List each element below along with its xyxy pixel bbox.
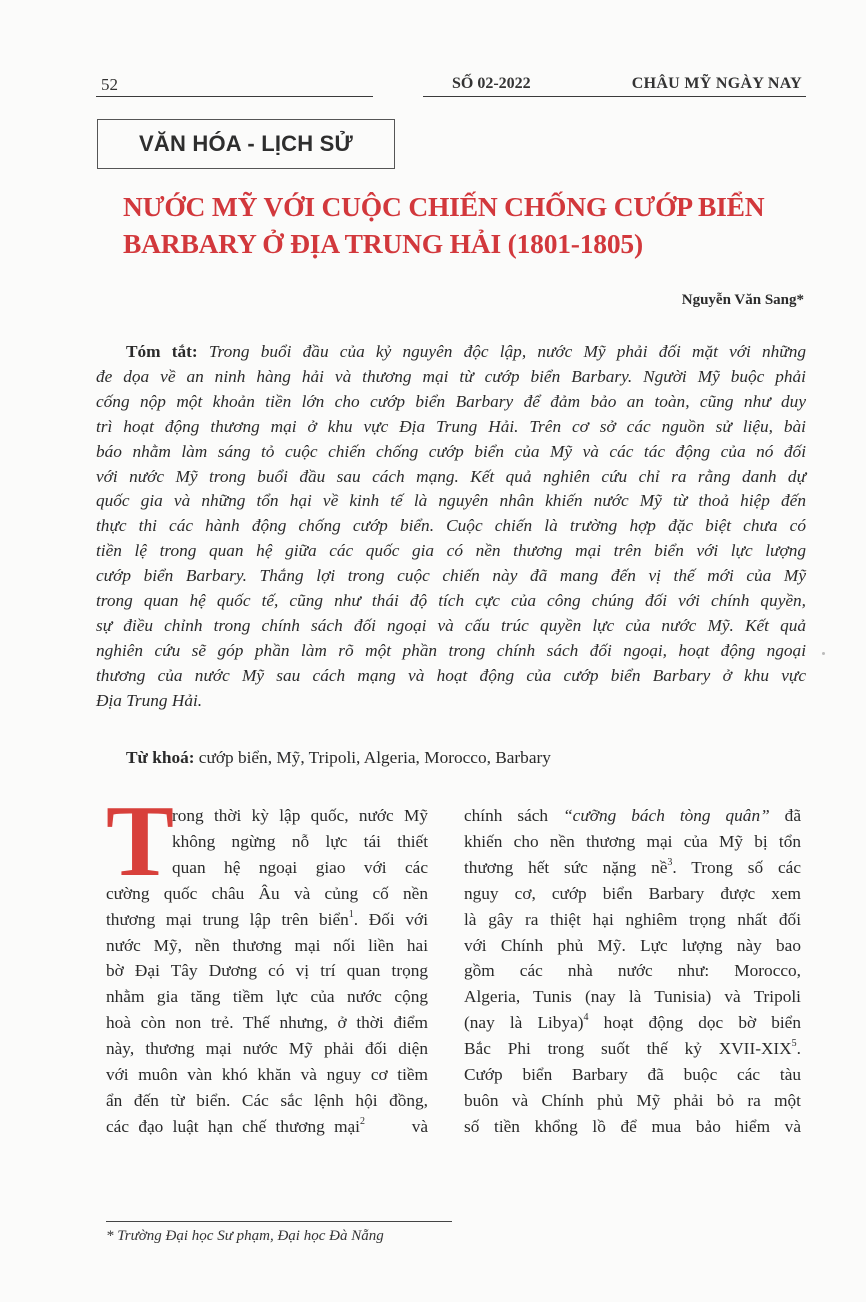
abstract-line: trong quan hệ quốc tế, cũng như thái độ tích cực của công chúng đối với chính quyền, [96, 591, 806, 611]
issue-number: SỐ 02-2022 [452, 75, 531, 92]
body-line: nguy cơ, cướp biển Barbary được xem [464, 883, 801, 903]
body-line: nhằm gia tăng tiềm lực của nước cộng [106, 987, 428, 1007]
footnote-ref-2[interactable]: 2 [359, 1115, 365, 1127]
abstract-line: đe dọa về an ninh hàng hải và thương mại từ cướp biển Barbary. Người Mỹ buộc phải [96, 366, 806, 386]
body-line: chính sách “cưỡng bách tòng quân” đã [464, 806, 801, 825]
body-line: thương mại trung lập trên biển$^1$. Đối với [106, 908, 428, 929]
body-line: Algeria, Tunis (nay là Tunisia) và Tripoli [464, 987, 801, 1007]
abstract-label: Tóm tắt: [126, 342, 198, 361]
body-line: gồm các nhà nước như: Morocco, [464, 961, 801, 981]
body-line: với Chính phủ Mỹ. Lực lượng này bao [464, 935, 801, 955]
abstract-line: Địa Trung Hải. [96, 690, 203, 710]
scan-speck [822, 652, 825, 655]
body-line: (nay là Libya)$^4$ hoạt động dọc bờ biển [464, 1012, 801, 1033]
title-line-1: NƯỚC MỸ VỚI CUỘC CHIẾN CHỐNG CƯỚP BIỂN [123, 191, 765, 222]
body-line: là gây ra thiệt hại nghiêm trọng nhất đối [464, 909, 801, 929]
journal-name: CHÂU MỸ NGÀY NAY [631, 75, 802, 92]
abstract-line: quốc gia và những tổn hại về kinh tế là nguyên nhân khiến nước Mỹ từ thoả hiệp đến [96, 491, 806, 511]
title-line-2: BARBARY Ở ĐỊA TRUNG HẢI (1801-1805) [123, 228, 643, 259]
footnote-ref-1[interactable]: 1 [348, 908, 354, 920]
body-line: cường quốc châu Âu và củng cố nền [106, 883, 428, 903]
body-line: buôn và Chính phủ Mỹ phải bỏ ra một [464, 1090, 801, 1110]
rule-gap [373, 94, 423, 98]
author: Nguyễn Văn Sang* [681, 292, 804, 308]
body-line: nước Mỹ, nền thương mại nối liền hai [106, 935, 428, 955]
body-column-left [106, 785, 428, 1140]
body-line: các đạo luật hạn chế thương mại$^2$ và [106, 1115, 428, 1136]
body-line: thương hết sức nặng nề$^3$. Trong số các [464, 856, 801, 877]
footnote-ref-3[interactable]: 3 [667, 856, 673, 868]
body-line: ẩn đến từ biển. Các sắc lệnh hội đồng, [106, 1090, 428, 1110]
keywords [126, 748, 551, 768]
page-number: 52 [101, 75, 118, 94]
body-line: quan hệ ngoại giao với các [172, 857, 428, 877]
abstract [96, 340, 806, 714]
body-line: khiến cho nền thương mại của Mỹ bị tổn [464, 831, 801, 851]
body-line: Bắc Phi trong suốt thế kỷ XVII-XIX$^5$. [464, 1038, 801, 1059]
abstract-line: cống nộp một khoản tiền lớn cho cướp biển Barbary để đảm bảo an toàn, cũng như duy [96, 391, 806, 411]
section-label: VĂN HÓA - LỊCH SỬ [97, 119, 395, 169]
abstract-line: với nước Mỹ trong buổi đầu sau cách mạng. Kết quả nghiên cứu chỉ ra rằng danh dự [96, 466, 806, 486]
keywords-label: Từ khoá: [126, 748, 195, 767]
body-line: hoà còn non trẻ. Thế nhưng, ở thời điểm [106, 1013, 428, 1033]
footnote-ref-4[interactable]: 4 [583, 1012, 589, 1024]
running-head [96, 72, 806, 97]
abstract-line: báo nhằm làm sáng tỏ cuộc chiến chống cướp biển của Mỹ và các tác động của nó đối [96, 441, 806, 461]
body-line: số tiền khổng lồ để mua bảo hiểm và [464, 1116, 801, 1136]
footnote: * Trường Đại học Sư phạm, Đại học Đà Nẵng [106, 1228, 384, 1244]
body-line: rong thời kỳ lập quốc, nước Mỹ [172, 806, 428, 825]
footnote-rule [106, 1221, 452, 1222]
article-title [123, 188, 813, 262]
body-column-right [464, 803, 801, 1140]
body-line: với muôn vàn khó khăn và nguy cơ tiềm [106, 1065, 428, 1085]
body-line: bờ Đại Tây Dương có vị trí quan trọng [106, 961, 428, 981]
body-line: này, thương mại nước Mỹ phải đối diện [106, 1039, 428, 1059]
body-line: Cướp biển Barbary đã buộc các tàu [464, 1065, 801, 1085]
abstract-line: cướp biển Barbary. Thắng lợi trong cuộc chiến này đã mang đến vị thế mới của Mỹ [96, 566, 806, 586]
abstract-line: tiền lệ trong quan hệ giữa các quốc gia có nền thương mại trên biển với lực lượng [96, 541, 806, 561]
drop-cap: T [106, 785, 175, 898]
body-line: không ngừng nỗ lực tái thiết [172, 831, 428, 851]
abstract-line: nghiên cứu sẽ góp phần làm rõ một phần trong chính sách đối ngoại, hoạt động ngoại [96, 640, 806, 660]
footnote-ref-5[interactable]: 5 [791, 1038, 797, 1050]
abstract-line: sự điều chỉnh trong chính sách đối ngoại và cấu trúc quyền lực của nước Mỹ. Kết quả [96, 615, 806, 635]
abstract-line: thương của nước Mỹ sau cách mạng và hoạt động của cướp biển Barbary ở khu vực [96, 665, 806, 685]
abstract-line: thực thi các hành động chống cướp biển. Cuộc chiến là trường hợp đặc biệt chưa có [96, 516, 806, 536]
abstract-line: Tóm tắt: Trong buổi đầu của kỷ nguyên độc lập, nước Mỹ phải đối mặt với những [126, 342, 806, 361]
keywords-value: cướp biển, Mỹ, Tripoli, Algeria, Morocco, Barbary [194, 748, 551, 767]
abstract-line: trì hoạt động thương mại ở khu vực Địa Trung Hải. Trên cơ sở các nguồn sử liệu, bài [96, 416, 806, 436]
